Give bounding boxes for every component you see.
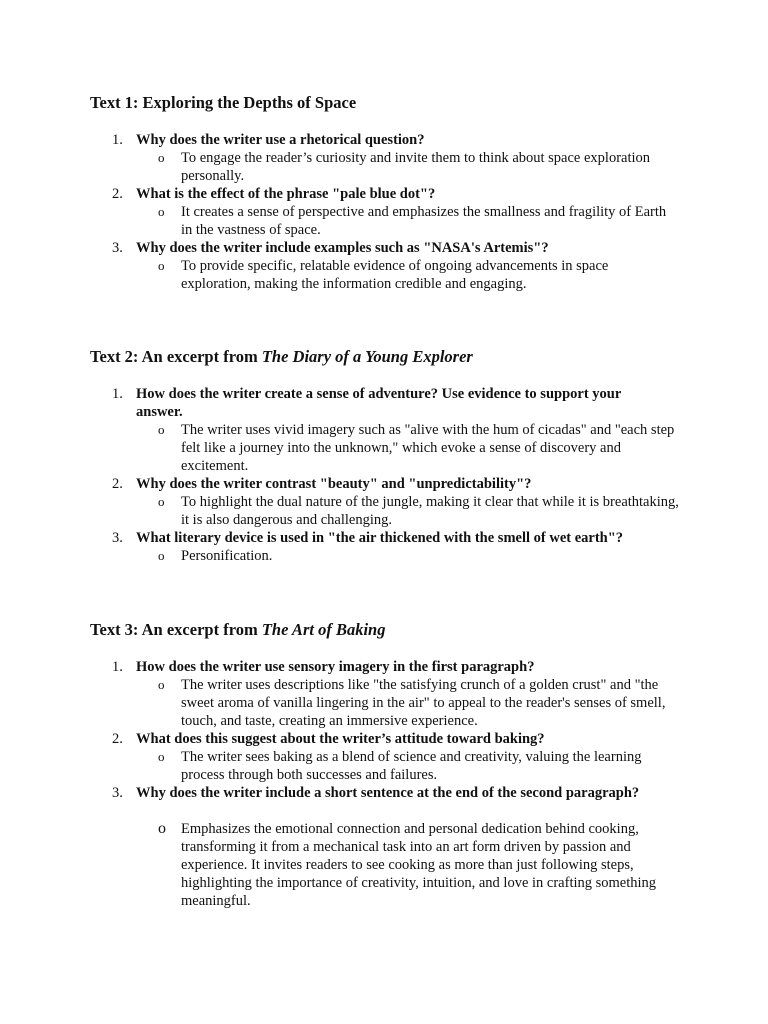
question-text: Why does the writer use a rhetorical question? xyxy=(136,132,425,148)
question-text: What literary device is used in "the air thickened with the smell of wet earth"? xyxy=(136,530,624,546)
answer-text: To engage the reader’s curiosity and invite them to think about space exploration personally. xyxy=(181,150,651,184)
answer-item xyxy=(136,493,690,529)
section-title xyxy=(90,619,690,641)
question-list xyxy=(90,131,690,293)
bullet-icon: o xyxy=(158,749,165,764)
section-title xyxy=(90,346,690,368)
question-number: 1. xyxy=(112,132,123,148)
answer-item xyxy=(136,421,690,475)
question-number: 2. xyxy=(112,476,123,492)
bullet-icon: o xyxy=(158,677,165,692)
section-text-1 xyxy=(90,92,690,293)
bullet-icon: o xyxy=(158,422,165,437)
question-text: What does this suggest about the writer’s attitude toward baking? xyxy=(136,731,545,747)
question-item xyxy=(90,658,690,730)
section-title-text: Text 3: An excerpt from xyxy=(90,620,262,639)
section-title xyxy=(90,92,690,114)
answer-item xyxy=(136,149,690,185)
question-item xyxy=(90,385,690,475)
bullet-icon: o xyxy=(158,494,165,509)
question-text: How does the writer use sensory imagery in the first paragraph? xyxy=(136,659,535,675)
question-item xyxy=(90,475,690,529)
answer-text: The writer sees baking as a blend of science and creativity, valuing the learning process through both successes and failures. xyxy=(181,749,642,783)
section-title-text: Text 2: An excerpt from xyxy=(90,347,262,366)
question-text: Why does the writer include a short sentence at the end of the second paragraph? xyxy=(136,785,640,801)
answer-text: To provide specific, relatable evidence of ongoing advancements in space exploration, making the information credible and engaging. xyxy=(181,258,609,292)
answer-item xyxy=(136,748,690,784)
bullet-icon: o xyxy=(158,548,165,563)
bullet-icon: o xyxy=(158,820,166,837)
question-text: Why does the writer include examples such as "NASA's Artemis"? xyxy=(136,240,549,256)
question-text: What is the effect of the phrase "pale blue dot"? xyxy=(136,186,436,202)
question-number: 2. xyxy=(112,186,123,202)
answer-item xyxy=(136,203,690,239)
answer-item xyxy=(136,676,690,730)
question-item xyxy=(90,239,690,293)
section-title-italic: The Art of Baking xyxy=(261,620,386,639)
bullet-icon: o xyxy=(158,150,165,165)
question-list xyxy=(90,385,690,565)
answer-text: Personification. xyxy=(181,548,273,564)
question-number: 1. xyxy=(112,386,123,402)
question-item xyxy=(90,185,690,239)
section-text-2 xyxy=(90,346,690,565)
question-item xyxy=(90,131,690,185)
question-item xyxy=(90,529,690,565)
answer-item xyxy=(136,820,690,910)
question-list xyxy=(90,658,690,910)
answer-text: Emphasizes the emotional connection and personal dedication behind cooking, transforming it from a mechanical task into an art form driven by passion and experience. It invites readers to see cooking as more than just following steps, highlighting the importance of creativity, intuition, and love in crafting something meaningful. xyxy=(181,821,657,909)
question-number: 2. xyxy=(112,731,123,747)
section-title-text: Text 1: Exploring the Depths of Space xyxy=(90,93,357,112)
question-item xyxy=(90,730,690,784)
question-number: 3. xyxy=(112,785,123,801)
section-text-3 xyxy=(90,619,690,910)
bullet-icon: o xyxy=(158,258,165,273)
answer-text: The writer uses vivid imagery such as "alive with the hum of cicadas" and "each step felt like a journey into the unknown," which evoke a sense of discovery and excitement. xyxy=(181,422,675,474)
question-item xyxy=(90,784,690,910)
question-number: 3. xyxy=(112,530,123,546)
answer-text: It creates a sense of perspective and emphasizes the smallness and fragility of Earth in the vastness of space. xyxy=(181,204,667,238)
bullet-icon: o xyxy=(158,204,165,219)
question-text: How does the writer create a sense of adventure? Use evidence to support your answer. xyxy=(136,386,622,420)
answer-item xyxy=(136,547,690,565)
section-title-italic: The Diary of a Young Explorer xyxy=(261,347,473,366)
question-text: Why does the writer contrast "beauty" and "unpredictability"? xyxy=(136,476,532,492)
answer-text: The writer uses descriptions like "the satisfying crunch of a golden crust" and "the sweet aroma of vanilla lingering in the air" to appeal to the reader's senses of smell, touch, and taste, creating an immersive experience. xyxy=(181,677,666,729)
question-number: 1. xyxy=(112,659,123,675)
question-number: 3. xyxy=(112,240,123,256)
answer-text: To highlight the dual nature of the jungle, making it clear that while it is breathtaking, it is also dangerous and challenging. xyxy=(181,494,679,528)
answer-item xyxy=(136,257,690,293)
